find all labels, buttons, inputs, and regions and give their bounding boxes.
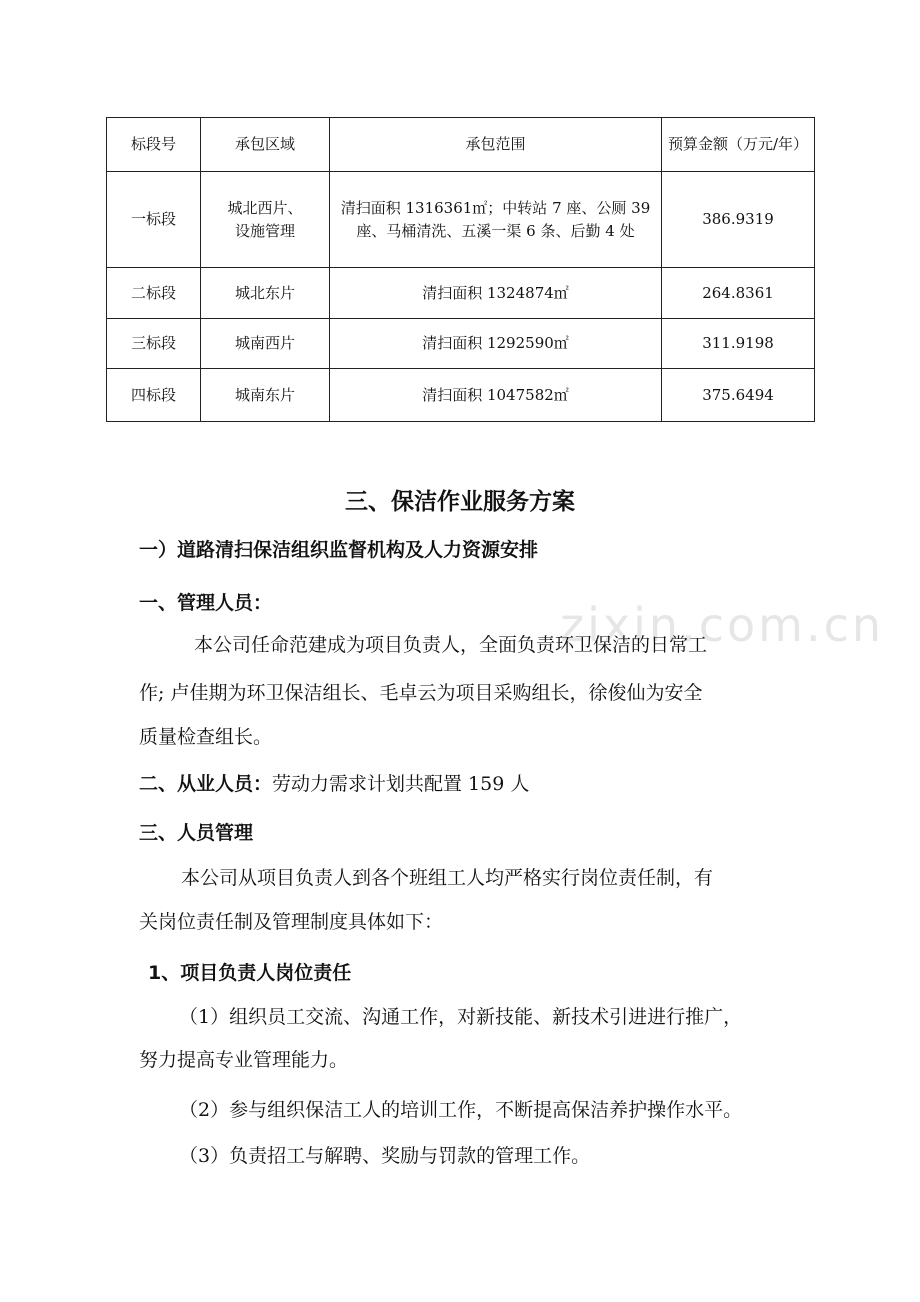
cell-budget: 386.9319: [662, 172, 815, 268]
header-budget: 预算金额（万元/年）: [662, 118, 815, 172]
management-heading: 一、管理人员：: [139, 592, 273, 614]
cell-area-line: 设施管理: [234, 221, 295, 240]
subsection-heading: 一）道路清扫保洁组织监督机构及人力资源安排: [139, 539, 539, 561]
duty-heading: 1、项目负责人岗位责任: [148, 962, 352, 984]
table-header-row: [107, 118, 815, 172]
personnel-heading: 三、人员管理: [139, 822, 254, 844]
cell-area-line: 城北西片、: [227, 198, 303, 217]
cell-area: [201, 172, 330, 268]
table-row: [107, 369, 815, 422]
cell-scope-line: 清扫面积 1316361㎡；中转站 7 座、公厕 39: [340, 198, 651, 217]
table-row: [107, 268, 815, 319]
table-row: [107, 319, 815, 369]
cell-section: 一标段: [107, 172, 201, 268]
header-section: 标段号: [107, 118, 201, 172]
cell-section: 四标段: [107, 369, 201, 422]
cell-scope: 清扫面积 1324874㎡: [330, 268, 662, 319]
list-item: （2）参与组织保洁工人的培训工作，不断提高保洁养护操作水平。: [179, 1099, 743, 1121]
cell-scope: 清扫面积 1047582㎡: [330, 369, 662, 422]
section-title: 三、保洁作业服务方案: [345, 489, 575, 515]
cell-section: 三标段: [107, 319, 201, 369]
table-row: [107, 172, 815, 268]
cell-area: 城南东片: [201, 369, 330, 422]
paragraph-line: 作; 卢佳期为环卫保洁组长、毛卓云为项目采购组长，徐俊仙为安全: [139, 682, 703, 704]
cell-area: 城南西片: [201, 319, 330, 369]
cell-section: 二标段: [107, 268, 201, 319]
paragraph-line: 本公司任命范建成为项目负责人，全面负责环卫保洁的日常工: [194, 634, 708, 656]
paragraph-line: 本公司从项目负责人到各个班组工人均严格实行岗位责任制，有: [181, 867, 714, 889]
cell-budget: 311.9198: [662, 319, 815, 369]
cell-scope-line: 座、马桶清洗、五溪一渠 6 条、后勤 4 处: [356, 221, 635, 240]
cell-area: 城北东片: [201, 268, 330, 319]
staff-text: 劳动力需求计划共配置 159 人: [272, 773, 530, 795]
watermark: zixin.com.cn: [560, 598, 885, 652]
header-area: 承包区域: [201, 118, 330, 172]
paragraph-line: 关岗位责任制及管理制度具体如下：: [139, 911, 444, 933]
paragraph-line: 质量检查组长。: [139, 726, 273, 748]
staff-line: [139, 767, 784, 801]
cell-scope: [330, 172, 662, 268]
list-item: （3）负责招工与解聘、奖励与罚款的管理工作。: [179, 1145, 591, 1167]
cell-scope: 清扫面积 1292590㎡: [330, 319, 662, 369]
list-item-continued: 努力提高专业管理能力。: [139, 1049, 349, 1071]
cell-budget: 264.8361: [662, 268, 815, 319]
header-scope: 承包范围: [330, 118, 662, 172]
list-item: （1）组织员工交流、沟通工作，对新技能、新技术引进进行推广，: [179, 1006, 743, 1028]
bid-section-table: [106, 117, 815, 422]
staff-heading: 二、从业人员：: [139, 773, 273, 795]
cell-budget: 375.6494: [662, 369, 815, 422]
